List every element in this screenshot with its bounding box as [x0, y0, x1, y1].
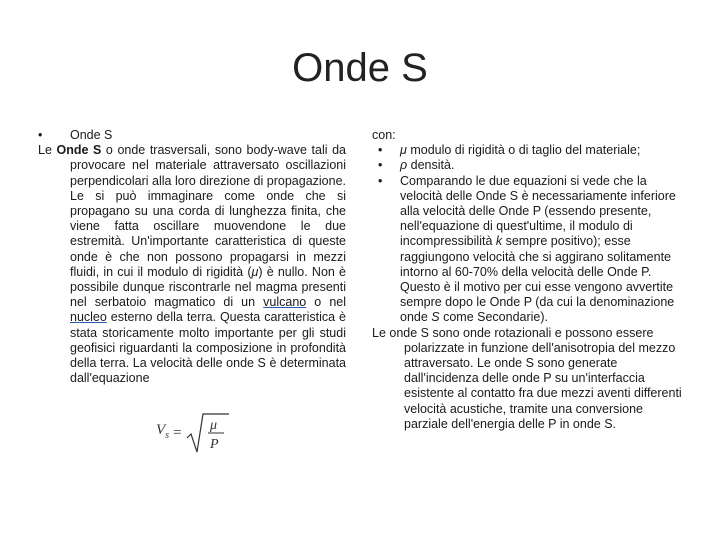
list-item [372, 158, 687, 173]
mu-symbol: μ [400, 143, 407, 158]
left-column [38, 128, 346, 454]
bullet-dot: • [378, 143, 383, 158]
sqrt-fraction [186, 412, 230, 454]
list-item-text: come Secondarie). [439, 310, 549, 325]
list-item-text: modulo di rigidità o di taglio del materiale; [406, 143, 641, 158]
intro-paragraph [38, 143, 346, 386]
bullet-dot: • [378, 158, 383, 173]
list-item [372, 143, 687, 158]
slide-title: Onde S [292, 46, 428, 90]
velocity-formula [156, 412, 346, 454]
formula-equals: = [173, 424, 182, 441]
onde-s-bold: Onde S [56, 143, 102, 158]
paragraph-text: o onde trasversali, sono body-wave tali da provocare nel materiale attraversato oscillazioni perpendicolari alla loro direzione di propagazione. Le si può immaginare come onde che si propagano su una corda di lunghezza finita, che viene fatta oscillare muovendone le due estremità. Un'importante caratteristica di queste onde è che non possono propagarsi in mezzi fluidi, in cui il modulo di rigidità ( [70, 143, 346, 279]
list-item-text: densità. [407, 158, 455, 173]
formula-numerator: μ [209, 418, 217, 434]
s-symbol: S [431, 310, 440, 325]
mu-symbol: μ [251, 264, 259, 279]
paragraph-text: o nel [306, 295, 346, 310]
formula-lhs: $V_s$ [156, 422, 170, 442]
k-symbol: k [495, 234, 503, 249]
closing-paragraph: Le onde S sono onde rotazionali e possono essere polarizzate in funzione dell'anisotropia del mezzo attraversato. Le onde S sono generate dall'incidenza delle onde P su un'interfaccia esistente al contatto fra due mezzi aventi differenti velocità acustiche, tramite una conversione parziale dell'energia delle P in onde S. [372, 325, 682, 431]
paragraph-text: Le [38, 143, 57, 158]
right-column [372, 128, 687, 432]
rho-symbol: ρ [400, 158, 408, 173]
bullet-dot: • [38, 128, 43, 142]
formula-denominator: P [209, 437, 219, 453]
list-item [372, 174, 687, 326]
list-intro: con: [372, 128, 396, 142]
paragraph-text: ) è nullo. Non è possibile dunque riscontrarle nel magma presenti nel serbatoio magmatico di un [70, 264, 347, 310]
bullet-dot: • [378, 173, 383, 188]
nucleo-link[interactable]: nucleo [70, 310, 107, 325]
bullet-item [38, 128, 346, 143]
bullet-text: Onde S [70, 128, 113, 142]
paragraph-text: esterno della terra. Questa caratteristica è stata storicamente molto importante per gli studi geofisici riguardanti la composizione in profondità della terra. La velocità delle onde S è determinata dall'equazione [70, 310, 346, 386]
list-item-text: sempre positivo); esse raggiungono velocità che si aggirano solitamente intorno al 60-70% della velocità delle Onde P. Questo è il motivo per cui esse vengono avvertite sempre dopo le Onde P (da cui la denominazione onde [400, 234, 675, 325]
vulcano-link[interactable]: vulcano [263, 295, 307, 310]
list-item-text: Comparando le due equazioni si vede che la velocità delle Onde S è necessariamente inferiore alla velocità delle Onde P (essendo presente, nell'equazione di quest'ultime, il modulo di incompressibilità [400, 173, 676, 249]
